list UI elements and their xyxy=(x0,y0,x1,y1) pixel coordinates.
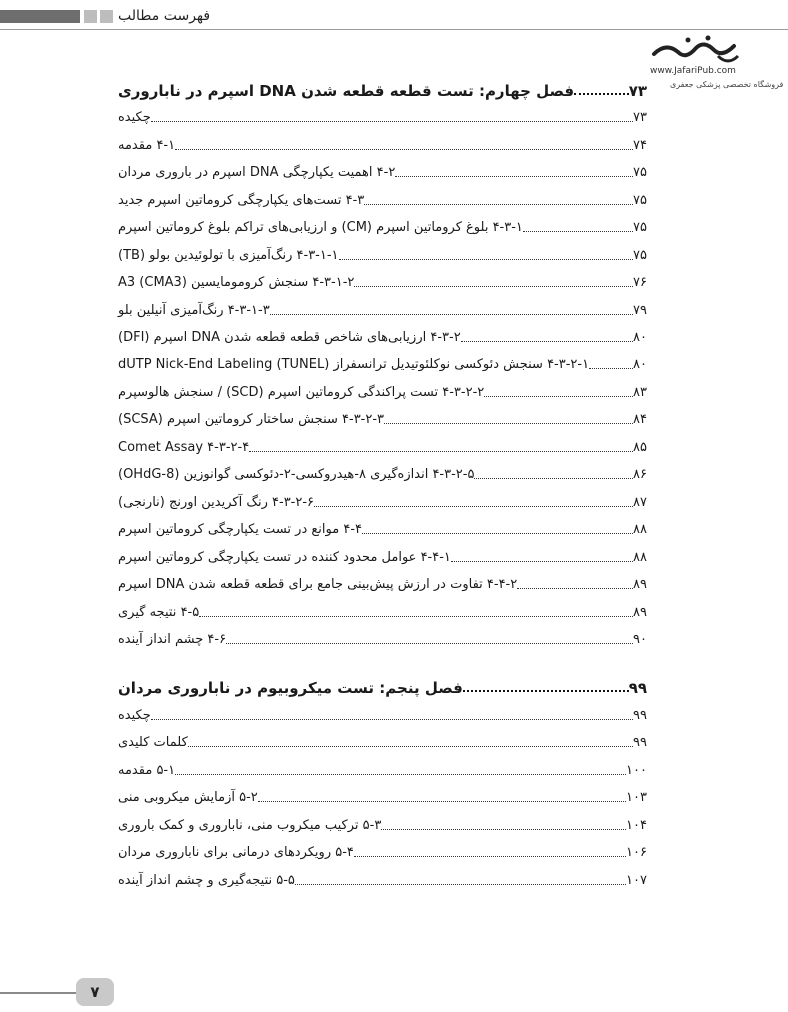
toc-page-number: ۹۹ xyxy=(633,708,647,723)
toc-row xyxy=(115,570,651,594)
toc-entry-title: ۴-۳-۲-۱ سنجش دئوکسی نوکلئوتیدیل ترانسفراز (dUTP Nick-End Labeling (TUNEL xyxy=(118,357,590,372)
toc-row xyxy=(115,625,651,649)
toc-chapter-row xyxy=(115,76,651,100)
toc-entry-title: ۴-۱ مقدمه xyxy=(118,138,176,153)
toc-row xyxy=(115,213,651,237)
toc-chapter-row xyxy=(115,673,651,697)
header-square xyxy=(100,10,113,23)
toc-leader-dots xyxy=(395,176,633,177)
toc-page-number: ۷۳ xyxy=(628,82,647,100)
toc-leader-dots xyxy=(249,451,633,452)
toc-entry-title: ۴-۳-۱ بلوغ کروماتین اسپرم (CM) و ارزیابی‌های تراکم بلوغ کروماتین اسپرم xyxy=(118,220,523,235)
toc-leader-dots xyxy=(354,286,633,287)
header-square xyxy=(84,10,97,23)
toc-entry-title: ۵-۳ ترکیب میکروب منی، ناباروری و کمک باروری xyxy=(118,818,382,833)
header-rule xyxy=(0,29,788,30)
toc-entry-title: فصل پنجم: تست میکروبیوم در ناباروری مردان xyxy=(118,679,463,697)
toc-entry-title: ۴-۶ چشم انداز آینده xyxy=(118,632,227,647)
toc-leader-dots xyxy=(523,231,633,232)
toc-entry-title: ۴-۳-۲ ارزیابی‌های شاخص قطعه قطعه شدن DNA اسپرم (DFI) xyxy=(118,330,461,345)
toc-leader-dots xyxy=(463,690,629,692)
toc-entry-title: چکیده xyxy=(118,708,151,723)
toc-row xyxy=(115,515,651,539)
toc-row xyxy=(115,866,651,890)
toc-page-number: ۸۰ xyxy=(633,357,647,372)
toc-leader-dots xyxy=(589,368,633,369)
toc-entry-title: ۴-۳-۱-۱ رنگ‌آمیزی با تولوئیدین بولو (TB) xyxy=(118,248,339,263)
toc-leader-dots xyxy=(381,829,626,830)
toc-entry-title: کلمات کلیدی xyxy=(118,735,188,750)
toc-page-number: ۹۹ xyxy=(633,735,647,750)
toc-leader-dots xyxy=(151,719,633,720)
toc-page-number: ۸۳ xyxy=(633,385,647,400)
toc-leader-dots xyxy=(188,746,633,747)
toc-leader-dots xyxy=(474,478,633,479)
toc-entry-title: ۵-۲ آزمایش میکروبی منی xyxy=(118,790,258,805)
toc-leader-dots xyxy=(175,774,626,775)
toc-entry-title: ۴-۳-۱-۳ رنگ‌آمیزی آنیلین بلو xyxy=(118,303,270,318)
toc-entry-title: ۴-۳-۲-۵ اندازه‌گیری ۸-هیدروکسی-۲-دئوکسی گوانوزین (8-OHdG) xyxy=(118,467,475,482)
toc-page-number: ۷۵ xyxy=(633,248,647,263)
header-bar xyxy=(0,10,80,23)
toc-page-number: ۸۸ xyxy=(633,522,647,537)
toc-entry-title: ۵-۴ رویکردهای درمانی برای ناباروری مردان xyxy=(118,845,354,860)
toc-entry-title: ۴-۵ نتیجه گیری xyxy=(118,605,200,620)
toc-page-number: ۸۷ xyxy=(633,495,647,510)
footer-rule xyxy=(0,992,80,994)
toc-row xyxy=(115,378,651,402)
toc-row xyxy=(115,756,651,780)
toc-leader-dots xyxy=(258,801,626,802)
toc-row xyxy=(115,701,651,725)
toc-page-number: ۷۵ xyxy=(633,193,647,208)
toc-row xyxy=(115,811,651,835)
toc-entry-title: ۴-۳ تست‌های یکپارچگی کروماتین اسپرم جدید xyxy=(118,193,365,208)
toc-leader-dots xyxy=(461,341,633,342)
toc-entry-title: ۴-۳-۲-۳ سنجش ساختار کروماتین اسپرم (SCSA) xyxy=(118,412,385,427)
toc-leader-dots xyxy=(574,93,629,95)
toc-entry-title: ۵-۱ مقدمه xyxy=(118,763,176,778)
toc-entry-title: ۵-۵ نتیجه‌گیری و چشم انداز آینده xyxy=(118,873,295,888)
toc-entry-title: ۴-۳-۲-۴ Comet Assay xyxy=(118,440,250,455)
toc-page-number: ۱۰۰ xyxy=(626,763,647,778)
toc-entry-title: ۴-۴ موانع در تست یکپارچگی کروماتین اسپرم xyxy=(118,522,362,537)
toc-leader-dots xyxy=(484,396,633,397)
toc-leader-dots xyxy=(354,856,626,857)
toc-page-number: ۷۳ xyxy=(633,110,647,125)
toc-leader-dots xyxy=(270,314,633,315)
toc-row xyxy=(115,131,651,155)
toc-row xyxy=(115,158,651,182)
toc-row xyxy=(115,241,651,265)
toc-entry-title: فصل چهارم: تست قطعه قطعه شدن DNA اسپرم در ناباروری xyxy=(118,82,575,100)
toc-entry-title: ۴-۲ اهمیت یکپارچگی DNA اسپرم در باروری مردان xyxy=(118,165,396,180)
toc-leader-dots xyxy=(295,884,626,885)
toc-leader-dots xyxy=(517,588,633,589)
toc-leader-dots xyxy=(151,121,633,122)
toc-leader-dots xyxy=(199,616,633,617)
toc-leader-dots xyxy=(339,259,633,260)
toc-row xyxy=(115,103,651,127)
toc-page-number: ۷۴ xyxy=(633,138,647,153)
toc-entry-title: چکیده xyxy=(118,110,151,125)
toc-page-number: ۱۰۴ xyxy=(626,818,647,833)
toc-row xyxy=(115,543,651,567)
header-title: فهرست مطالب xyxy=(118,8,211,24)
toc-entry-title: ۴-۴-۲ تفاوت در ارزش پیش‌بینی جامع برای قطعه قطعه شدن DNA اسپرم xyxy=(118,577,518,592)
toc-row xyxy=(115,186,651,210)
toc-page-number: ۸۵ xyxy=(633,440,647,455)
toc-entry-title: ۴-۳-۲-۲ تست پراکندگی کروماتین اسپرم (SCD) / سنجش هالوسپرم xyxy=(118,385,485,400)
toc-row xyxy=(115,433,651,457)
toc-page-number: ۷۹ xyxy=(633,303,647,318)
toc-row xyxy=(115,838,651,862)
toc-page-number: ۸۴ xyxy=(633,412,647,427)
toc-page-number: ۸۹ xyxy=(633,577,647,592)
toc-page-number: ۱۰۶ xyxy=(626,845,647,860)
toc-page-number: ۹۹ xyxy=(628,679,647,697)
toc-leader-dots xyxy=(364,204,633,205)
toc-page-number: ۱۰۳ xyxy=(626,790,647,805)
toc-row xyxy=(115,460,651,484)
toc-leader-dots xyxy=(226,643,633,644)
toc-entry-title: ۴-۳-۲-۶ رنگ آکریدین اورنج (نارنجی) xyxy=(118,495,315,510)
toc-page-number: ۸۰ xyxy=(633,330,647,345)
toc-row xyxy=(115,488,651,512)
toc-leader-dots xyxy=(384,423,633,424)
toc-page-number: ۹۰ xyxy=(633,632,647,647)
toc-leader-dots xyxy=(314,506,633,507)
toc-leader-dots xyxy=(362,533,633,534)
toc-entry-title: ۴-۴-۱ عوامل محدود کننده در تست یکپارچگی کروماتین اسپرم xyxy=(118,550,451,565)
toc-page-number: ۷۵ xyxy=(633,165,647,180)
publisher-shop-name: فروشگاه تخصصی پزشکی جعفری xyxy=(670,80,784,89)
toc-page-number: ۷۵ xyxy=(633,220,647,235)
toc-row xyxy=(115,268,651,292)
toc-row xyxy=(115,783,651,807)
toc-leader-dots xyxy=(175,149,633,150)
toc-page-number: ۸۹ xyxy=(633,605,647,620)
toc-row xyxy=(115,728,651,752)
toc-row xyxy=(115,296,651,320)
toc-page-number: ۸۸ xyxy=(633,550,647,565)
toc-entry-title: ۴-۳-۱-۲ سنجش کرومومایسین A3 (CMA3) xyxy=(118,275,355,290)
toc-page-number: ۸۶ xyxy=(633,467,647,482)
toc-row xyxy=(115,598,651,622)
toc-page-number: ۷۶ xyxy=(633,275,647,290)
toc-row xyxy=(115,405,651,429)
toc-row xyxy=(115,323,651,347)
toc-page-number: ۱۰۷ xyxy=(626,873,647,888)
page-number: ۷ xyxy=(76,978,114,1006)
toc-leader-dots xyxy=(451,561,633,562)
publisher-url: www.JafariPub.com xyxy=(650,66,736,76)
toc-row xyxy=(115,350,651,374)
